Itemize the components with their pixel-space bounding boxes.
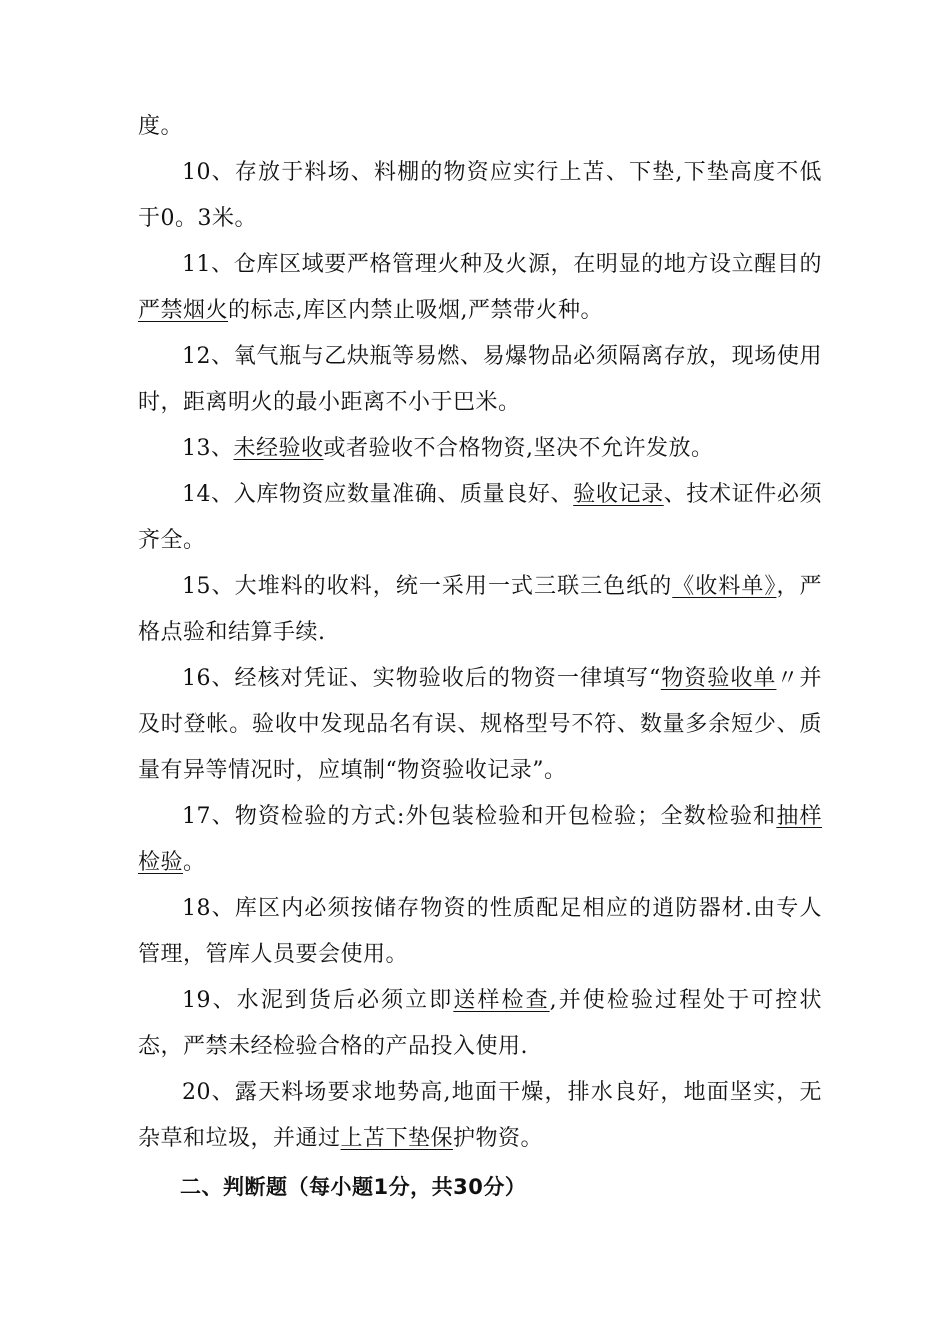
text-segment: 、技术证件必须齐全。 <box>138 482 822 553</box>
paragraph-2 <box>138 242 822 334</box>
underlined-answer: 送样检查 <box>453 988 550 1013</box>
underlined-answer: 《收料单》 <box>672 574 777 599</box>
paragraph-9 <box>138 886 822 978</box>
text-segment: 14、入库物资应数量准确、质量良好、 <box>182 482 574 507</box>
underlined-answer: 验收记录 <box>573 482 664 507</box>
text-segment: 10、存放于料场、料棚的物资应实行上苫、下垫,下垫高度不低于0。3米。 <box>138 160 822 231</box>
text-segment: 11、仓库区域要严格管理火种及火源，在明显的地方设立醒目的 <box>182 252 822 277</box>
text-segment: 19、水泥到货后必须立即 <box>182 988 454 1013</box>
text-segment: 或者验收不合格物资,坚决不允许发放。 <box>323 436 714 461</box>
paragraph-5 <box>138 472 822 564</box>
underlined-answer: 物资验收单 <box>660 666 777 691</box>
paragraph-0 <box>138 104 822 150</box>
section-heading: 二、判断题（每小题1分，共30分） <box>180 1175 527 1199</box>
paragraph-6 <box>138 564 822 656</box>
text-segment: 〃并及时登帐。验收中发现品名有误、规格型号不符、数量多余短少、质量有异等情况时，应填制“物资验收记录”。 <box>138 666 822 783</box>
document-body <box>138 104 822 1210</box>
paragraph-10 <box>138 978 822 1070</box>
text-segment: 20、露天料场要求地势高,地面干燥，排水良好，地面坚实，无杂草和垃圾，并通过 <box>138 1080 822 1151</box>
underlined-answer: 抽样检验 <box>138 804 822 875</box>
text-segment: 17、物资检验的方式:外包装检验和开包检验；全数检验和 <box>182 804 777 829</box>
text-segment: 18、库区内必须按储存物资的性质配足相应的逍防器材.由专人管理，管库人员要会使用。 <box>138 896 822 967</box>
text-segment: 13、 <box>182 436 234 461</box>
text-segment: 护物资。 <box>453 1126 544 1151</box>
text-segment: ，严格点验和结算手续. <box>138 574 822 645</box>
text-segment: 16、经核对凭证、实物验收后的物资一律填写“ <box>182 666 661 691</box>
text-segment: 。 <box>183 850 206 875</box>
paragraph-3 <box>138 334 822 426</box>
paragraph-1 <box>138 150 822 242</box>
paragraph-8 <box>138 794 822 886</box>
underlined-answer: 上苫下垫保 <box>340 1126 454 1151</box>
underlined-answer: 未经验收 <box>233 436 324 461</box>
text-segment: ,并使检验过程处于可控状态，严禁未经检验合格的产品投入使用. <box>138 988 822 1059</box>
text-segment: 的标志,库区内禁止吸烟,严禁带火种。 <box>228 298 604 323</box>
paragraph-7 <box>138 656 822 794</box>
paragraph-4 <box>138 426 822 472</box>
underlined-answer: 严禁烟火 <box>138 298 229 323</box>
text-segment: 12、氧气瓶与乙炔瓶等易燃、易爆物品必须隔离存放，现场使用时，距离明火的最小距离不小于巴米。 <box>138 344 822 415</box>
text-segment: 度。 <box>138 114 184 139</box>
paragraph-11 <box>138 1070 822 1162</box>
text-segment: 15、大堆料的收料，统一采用一式三联三色纸的 <box>182 574 673 599</box>
